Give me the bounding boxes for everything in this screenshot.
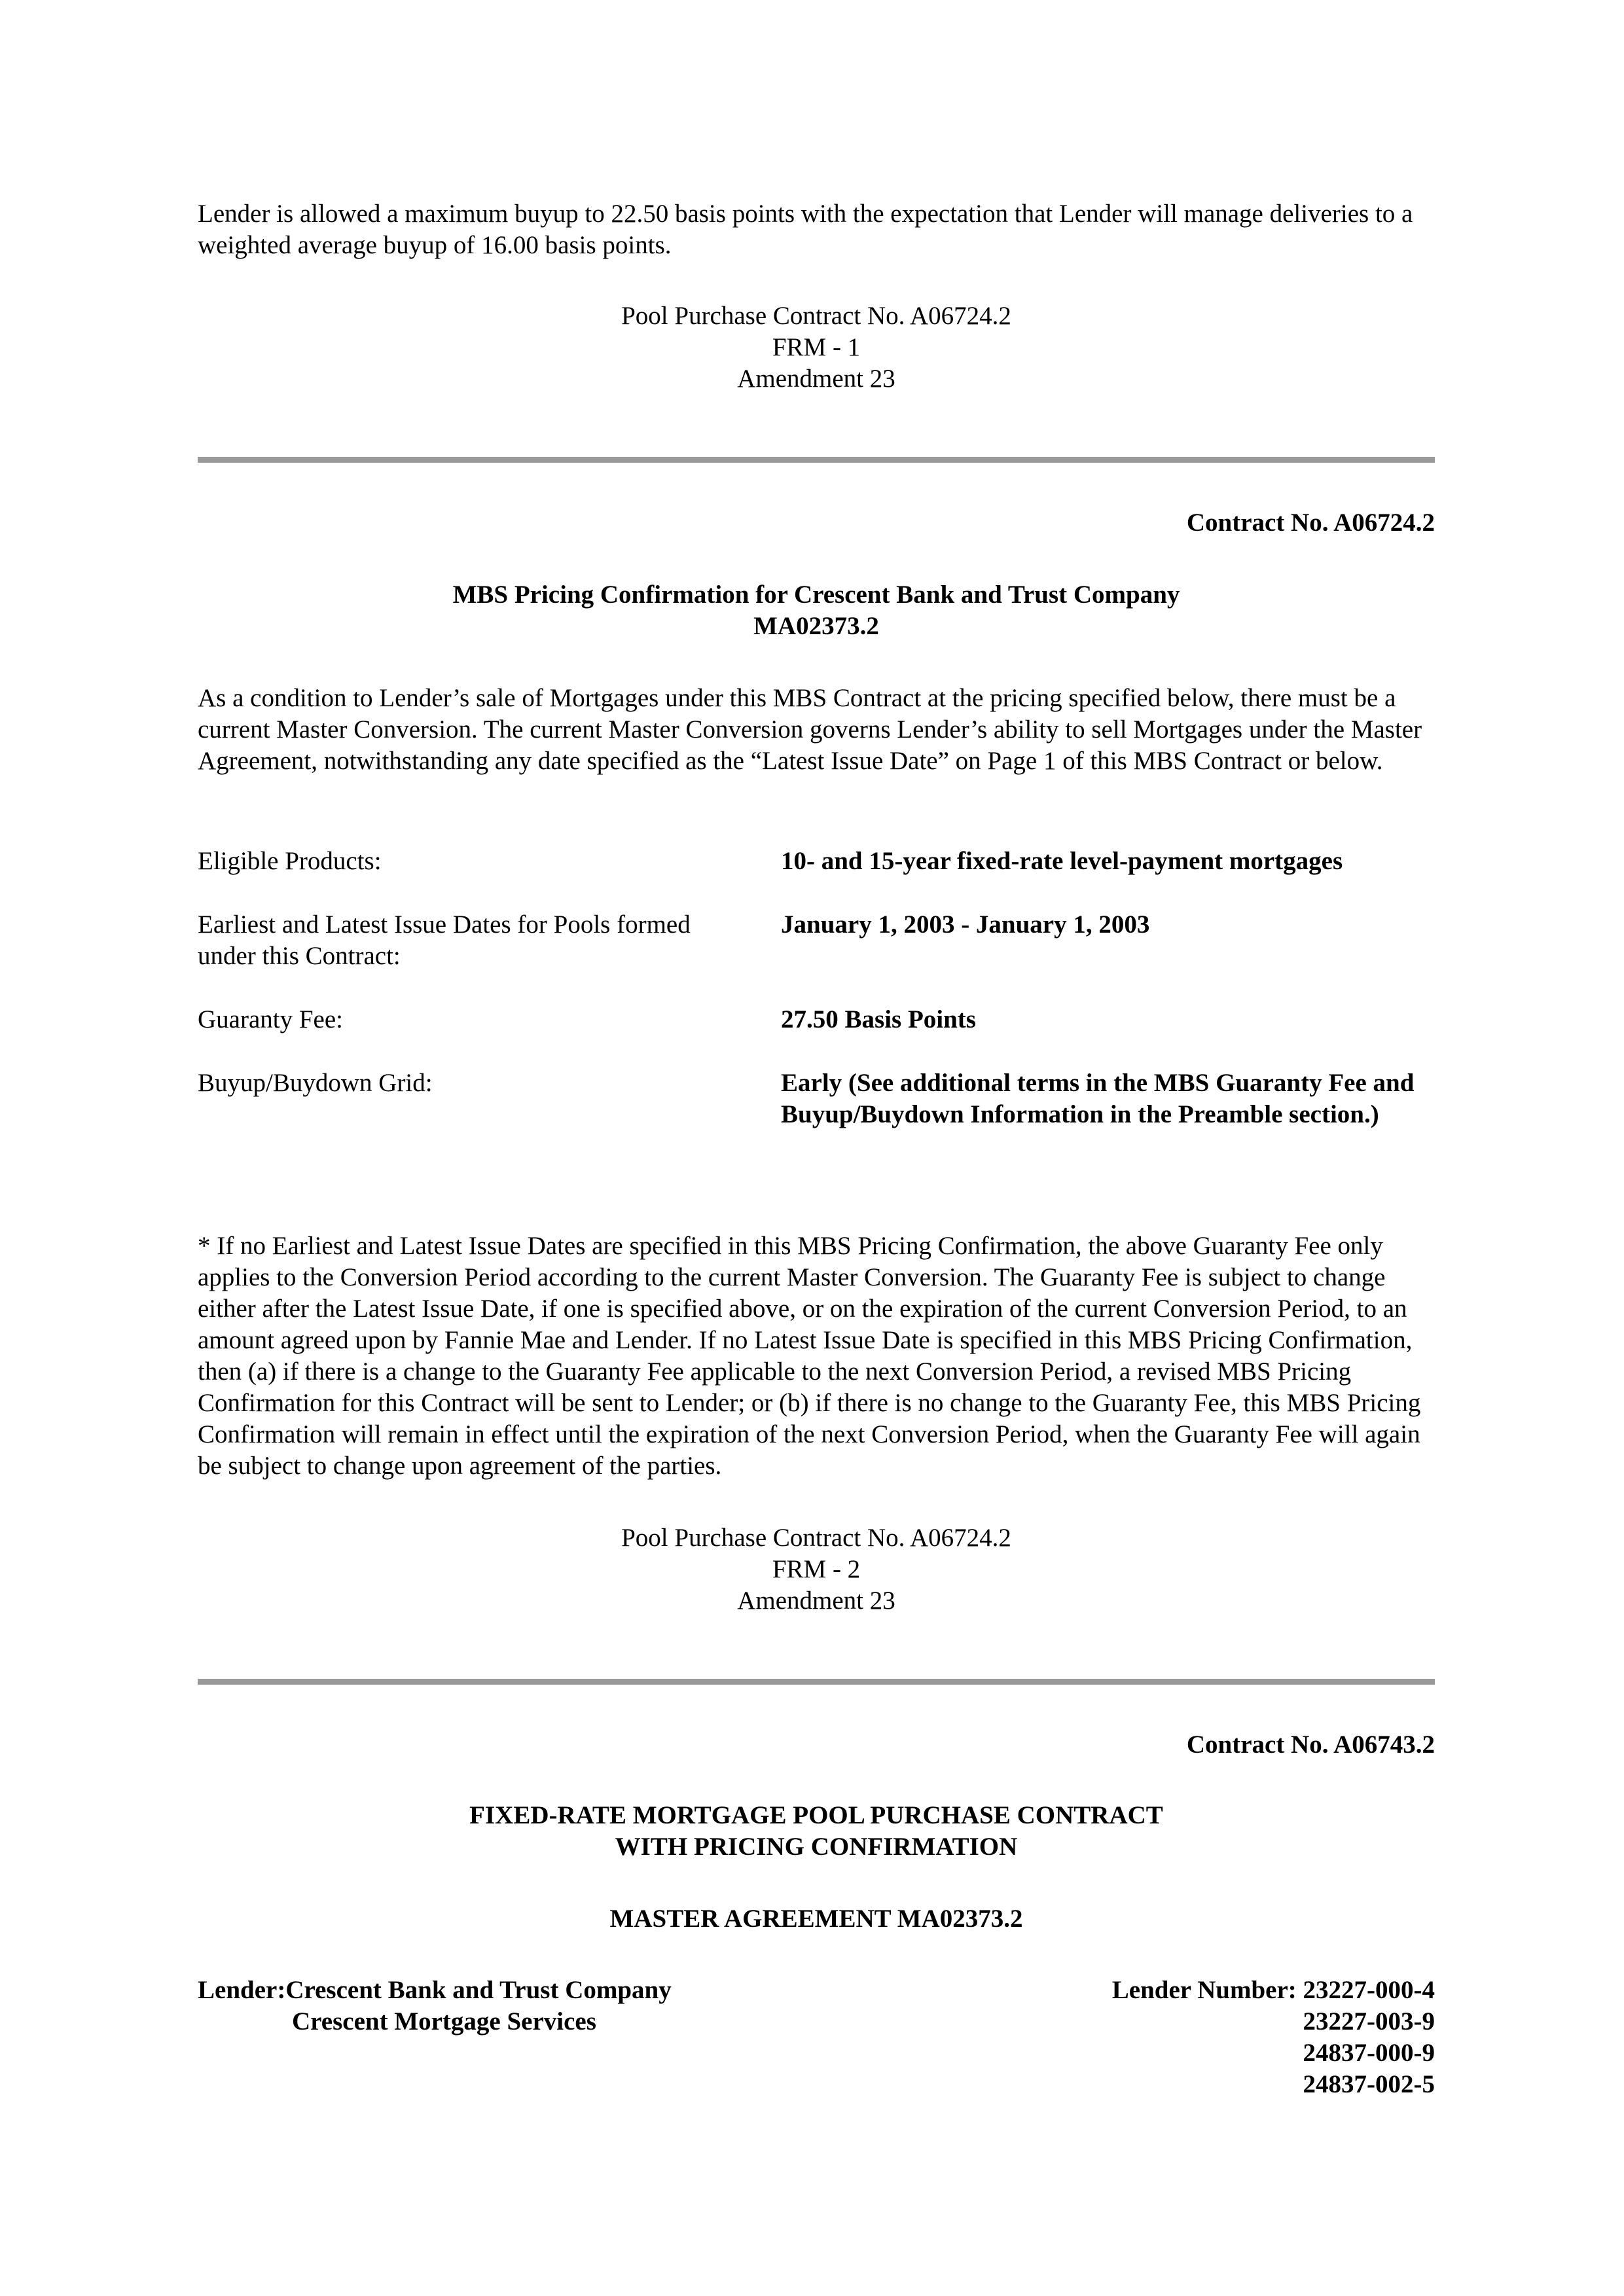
footer-amendment-line: Amendment 23 xyxy=(737,1587,895,1615)
term-value: 10- and 15-year fixed-rate level-payment mortgages xyxy=(781,847,1343,875)
lender-number-block xyxy=(911,1975,1435,2100)
title-line-2: MA02373.2 xyxy=(753,612,879,640)
lender-label: Lender: xyxy=(198,1976,286,2004)
footer-contract-line: Pool Purchase Contract No. A06724.2 xyxy=(621,1524,1011,1552)
footer-page-line: FRM - 1 xyxy=(772,333,861,361)
title-line-2: WITH PRICING CONFIRMATION xyxy=(615,1833,1018,1861)
term-label: Earliest and Latest Issue Dates for Pools formed under this Contract: xyxy=(198,910,691,970)
term-value: 27.50 Basis Points xyxy=(781,1005,976,1033)
lender-number: 24837-002-5 xyxy=(1303,2070,1435,2098)
footer-contract-line: Pool Purchase Contract No. A06724.2 xyxy=(621,302,1011,330)
lender-number: 24837-000-9 xyxy=(1303,2039,1435,2067)
page-divider-1 xyxy=(198,457,1435,463)
footer-page-line: FRM - 2 xyxy=(772,1555,861,1583)
contract-number-heading: Contract No. A06724.2 xyxy=(1186,509,1435,537)
guaranty-fee-footnote: * If no Earliest and Latest Issue Dates are specified in this MBS Pricing Confirmation, the above Guaranty Fee only applies to the Conversion Period according to the current Master Conversion. The Guaranty Fee is subject to change either after the Latest Issue Date, if one is specified above, or on the expiration of the current Conversion Period, to an amount agreed upon by Fannie Mae and Lender. If no Latest Issue Date is specified in this MBS Pricing Confirmation, then (a) if there is a change to the Guaranty Fee applicable to the next Conversion Period, a revised MBS Pricing Confirmation for this Contract will be sent to Lender; or (b) if there is no change to the Guaranty Fee, this MBS Pricing Confirmation will remain in effect until the expiration of the next Conversion Period, when the Guaranty Fee will again be subject to change upon agreement of the parties. xyxy=(198,1232,1421,1480)
term-value: Early (See additional terms in the MBS Guaranty Fee and Buyup/Buydown Information in the Preamble section.) xyxy=(781,1069,1415,1128)
pricing-confirmation-title xyxy=(198,579,1435,642)
lender-number-label: Lender Number: xyxy=(1111,1976,1297,2004)
lender-number: 23227-000-4 xyxy=(1303,1976,1435,2004)
purchase-contract-title xyxy=(198,1800,1435,1863)
term-value: January 1, 2003 - January 1, 2003 xyxy=(781,910,1150,939)
page-footer-2 xyxy=(198,1522,1435,1617)
lender-name: Crescent Bank and Trust Company xyxy=(285,1976,672,2004)
term-label: Guaranty Fee: xyxy=(198,1005,344,1033)
master-agreement-heading: MASTER AGREEMENT MA02373.2 xyxy=(609,1905,1023,1933)
term-label: Eligible Products: xyxy=(198,847,382,875)
title-line-1: FIXED-RATE MORTGAGE POOL PURCHASE CONTRACT xyxy=(469,1801,1163,1829)
lender-block xyxy=(198,1975,852,2037)
page-footer-1 xyxy=(198,300,1435,395)
page-divider-2 xyxy=(198,1679,1435,1685)
title-line-1: MBS Pricing Confirmation for Crescent Bank and Trust Company xyxy=(452,581,1180,609)
buyup-paragraph: Lender is allowed a maximum buyup to 22.50 basis points with the expectation that Lender will manage deliveries to a weighted average buyup of 16.00 basis points. xyxy=(198,200,1413,259)
lender-number: 23227-003-9 xyxy=(1303,2007,1435,2036)
master-conversion-paragraph: As a condition to Lender’s sale of Mortgages under this MBS Contract at the pricing specified below, there must be a current Master Conversion. The current Master Conversion governs Lender’s ability to sell Mortgages under the Master Agreement, notwithstanding any date specified as the “Latest Issue Date” on Page 1 of this MBS Contract or below. xyxy=(198,684,1422,775)
contract-number-heading: Contract No. A06743.2 xyxy=(1186,1731,1435,1759)
footer-amendment-line: Amendment 23 xyxy=(737,365,895,393)
term-label: Buyup/Buydown Grid: xyxy=(198,1069,433,1097)
lender-division: Crescent Mortgage Services xyxy=(292,2007,596,2036)
